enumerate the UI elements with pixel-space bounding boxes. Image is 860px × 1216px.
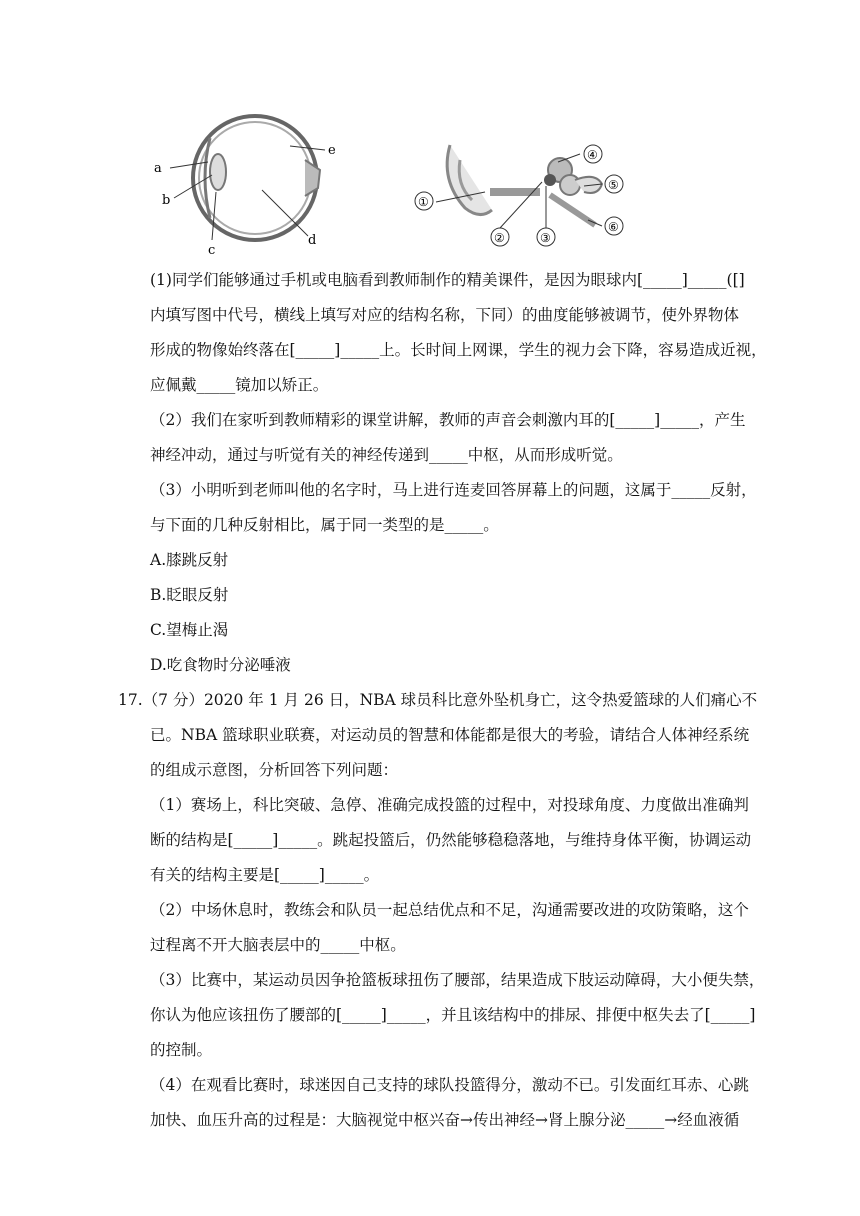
option-b: B.眨眼反射 — [150, 586, 229, 604]
ear-label-1: ① — [418, 195, 429, 209]
q16-3-line2: 与下面的几种反射相比，属于同一类型的是_____。 — [150, 516, 499, 534]
option-a: A.膝跳反射 — [150, 551, 229, 569]
eye-diagram — [154, 116, 336, 258]
eye-ear-figures — [140, 100, 640, 260]
option-c: C.望梅止渴 — [150, 621, 229, 639]
q17-stem-line1: 17.（7 分）2020 年 1 月 26 日，NBA 球员科比意外坠机身亡，这令热爱篮球的人们痛心不 — [118, 691, 758, 709]
q17-3-line2: 你认为他应该扭伤了腰部的[_____]_____，并且该结构中的排尿、排便中枢失去了[_____] — [150, 1006, 756, 1024]
q17-1-line2: 断的结构是[_____]_____。跳起投篮后，仍然能够稳稳落地，与维持身体平衡，协调运动 — [150, 831, 752, 849]
q17-2-line1: （2）中场休息时，教练会和队员一起总结优点和不足，沟通需要改进的攻防策略，这个 — [150, 901, 749, 919]
eye-label-a: a — [154, 161, 162, 176]
ear-diagram — [415, 145, 623, 246]
q17-2-line2: 过程离不开大脑表层中的_____中枢。 — [150, 936, 406, 954]
q17-1-line3: 有关的结构主要是[_____]_____。 — [150, 866, 380, 884]
option-d: D.吃食物时分泌唾液 — [150, 656, 291, 674]
ear-label-3: ③ — [540, 231, 551, 245]
q17-4-line1: （4）在观看比赛时，球迷因自己支持的球队投篮得分，激动不已。引发面红耳赤、心跳 — [150, 1076, 749, 1094]
ear-label-5: ⑤ — [608, 178, 619, 192]
q16-1-line2: 内填写图中代号，横线上填写对应的结构名称，下同）的曲度能够被调节，使外界物体 — [150, 306, 740, 324]
eye-label-c: c — [208, 243, 216, 258]
q17-4-line2: 加快、血压升高的过程是：大脑视觉中枢兴奋→传出神经→肾上腺分泌_____→经血液循 — [150, 1111, 740, 1129]
ear-label-2: ② — [494, 231, 505, 245]
q16-2-line2: 神经冲动，通过与听觉有关的神经传递到_____中枢，从而形成听觉。 — [150, 446, 623, 464]
eye-label-d: d — [308, 233, 317, 248]
q16-3-line1: （3）小明听到老师叫他的名字时，马上进行连麦回答屏幕上的问题，这属于_____反射， — [150, 481, 757, 499]
ear-label-4: ④ — [587, 148, 598, 162]
ear-label-6: ⑥ — [608, 220, 619, 234]
eye-label-b: b — [162, 193, 171, 208]
q17-3-line3: 的控制。 — [150, 1041, 213, 1059]
q16-1-line4: 应佩戴_____镜加以矫正。 — [150, 376, 329, 394]
q16-1-line1: (1)同学们能够通过手机或电脑看到教师制作的精美课件，是因为眼球内[_____]_____([] — [150, 271, 745, 289]
q17-3-line1: （3）比赛中，某运动员因争抢篮板球扭伤了腰部，结果造成下肢运动障碍，大小便失禁， — [150, 971, 765, 989]
eye-label-e: e — [328, 143, 336, 158]
q17-stem-line2: 已。NBA 篮球职业联赛，对运动员的智慧和体能都是很大的考验，请结合人体神经系统 — [150, 726, 750, 744]
q17-stem-line3: 的组成示意图，分析回答下列问题： — [150, 761, 399, 779]
q16-1-line3: 形成的物像始终落在[_____]_____上。长时间上网课，学生的视力会下降，容易造成近视， — [150, 341, 767, 359]
q16-2-line1: （2）我们在家听到教师精彩的课堂讲解，教师的声音会刺激内耳的[_____]_____，产生 — [150, 411, 746, 429]
q17-1-line1: （1）赛场上，科比突破、急停、准确完成投篮的过程中，对投球角度、力度做出准确判 — [150, 796, 749, 814]
